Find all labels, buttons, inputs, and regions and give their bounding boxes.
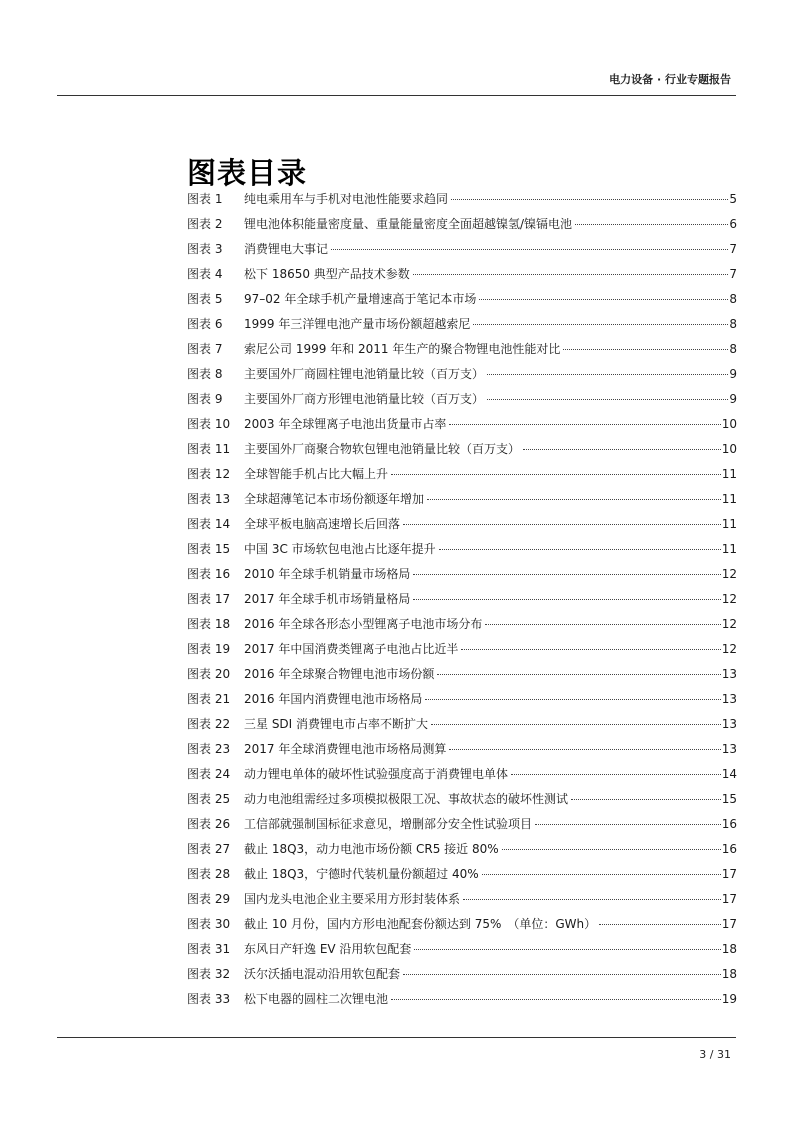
toc-entry-page: 7 — [729, 242, 737, 256]
toc-entry-label: 图表 8 — [187, 367, 223, 381]
toc-entry-title: 中国 3C 市场软包电池占比逐年提升 — [244, 542, 436, 556]
toc-entry[interactable] — [187, 537, 737, 562]
toc-entry-title: 松下电器的圆柱二次锂电池 — [244, 992, 389, 1006]
toc-entry-label: 图表 9 — [187, 392, 223, 406]
toc-entry-page: 7 — [729, 267, 737, 281]
toc-entry-title: 2016 年全球聚合物锂电池市场份额 — [244, 667, 435, 681]
page-number: 3 / 31 — [699, 1048, 731, 1061]
toc-entry-title: 东风日产轩逸 EV 沿用软包配套 — [244, 942, 412, 956]
toc-dot-leader — [482, 874, 721, 875]
toc-entry[interactable] — [187, 312, 737, 337]
toc-entry-label: 图表 22 — [187, 717, 231, 731]
toc-entry-title: 2017 年中国消费类锂离子电池占比近半 — [244, 642, 459, 656]
toc-entry-page: 10 — [721, 442, 737, 456]
toc-entry[interactable] — [187, 187, 737, 212]
toc-entry-label: 图表 28 — [187, 867, 231, 881]
toc-entry-page: 12 — [721, 567, 737, 581]
toc-dot-leader — [413, 274, 729, 275]
toc-entry-label: 图表 12 — [187, 467, 231, 481]
toc-entry-label: 图表 32 — [187, 967, 231, 981]
toc-entry[interactable] — [187, 287, 737, 312]
toc-entry-label: 图表 17 — [187, 592, 231, 606]
toc-entry-label: 图表 27 — [187, 842, 231, 856]
toc-entry-title: 三星 SDI 消费锂电市占率不断扩大 — [244, 717, 429, 731]
toc-entry-page: 19 — [721, 992, 737, 1006]
toc-dot-leader — [403, 974, 721, 975]
toc-entry[interactable] — [187, 437, 737, 462]
toc-entry-page: 6 — [729, 217, 737, 231]
toc-entry[interactable] — [187, 937, 737, 962]
toc-entry[interactable] — [187, 212, 737, 237]
toc-dot-leader — [427, 499, 721, 500]
toc-entry-page: 15 — [721, 792, 737, 806]
toc-entry-title: 锂电池体积能量密度量、重量能量密度全面超越镍氢/镍镉电池 — [244, 217, 573, 231]
toc-entry[interactable] — [187, 612, 737, 637]
toc-entry-page: 12 — [721, 617, 737, 631]
toc-entry[interactable] — [187, 262, 737, 287]
toc-dot-leader — [523, 449, 721, 450]
toc-entry-page: 13 — [721, 742, 737, 756]
toc-entry-label: 图表 25 — [187, 792, 231, 806]
toc-entry[interactable] — [187, 412, 737, 437]
toc-entry-title: 1999 年三洋锂电池产量市场份额超越索尼 — [244, 317, 471, 331]
toc-dot-leader — [575, 224, 728, 225]
toc-entry-page: 17 — [721, 892, 737, 906]
toc-dot-leader — [437, 674, 720, 675]
toc-entry-title: 全球平板电脑高速增长后回落 — [244, 517, 401, 531]
toc-entry-page: 8 — [729, 342, 737, 356]
toc-entry[interactable] — [187, 387, 737, 412]
toc-entry-label: 图表 15 — [187, 542, 231, 556]
toc-entry-title: 消费锂电大事记 — [244, 242, 329, 256]
toc-entry-page: 13 — [721, 717, 737, 731]
toc-entry[interactable] — [187, 837, 737, 862]
toc-dot-leader — [391, 999, 721, 1000]
toc-entry-label: 图表 13 — [187, 492, 231, 506]
toc-entry-page: 18 — [721, 967, 737, 981]
toc-dot-leader — [461, 649, 720, 650]
toc-entry-title: 主要国外厂商圆柱锂电池销量比较（百万支） — [244, 367, 485, 381]
toc-entry-page: 9 — [729, 367, 737, 381]
toc-entry-title: 全球超薄笔记本市场份额逐年增加 — [244, 492, 425, 506]
toc-entry-page: 8 — [729, 317, 737, 331]
toc-entry-label: 图表 19 — [187, 642, 231, 656]
toc-dot-leader — [535, 824, 721, 825]
toc-entry[interactable] — [187, 762, 737, 787]
toc-entry-page: 9 — [729, 392, 737, 406]
toc-dot-leader — [502, 849, 721, 850]
toc-entry[interactable] — [187, 237, 737, 262]
toc-dot-leader — [449, 749, 720, 750]
toc-entry[interactable] — [187, 887, 737, 912]
toc-entry-label: 图表 3 — [187, 242, 223, 256]
report-category-header: 电力设备 · 行业专题报告 — [609, 73, 731, 86]
toc-entry-label: 图表 24 — [187, 767, 231, 781]
toc-entry-page: 12 — [721, 642, 737, 656]
toc-dot-leader — [439, 549, 721, 550]
toc-entry-label: 图表 23 — [187, 742, 231, 756]
toc-dot-leader — [413, 599, 720, 600]
toc-entry-title: 松下 18650 典型产品技术参数 — [244, 267, 410, 281]
toc-entry[interactable] — [187, 687, 737, 712]
toc-entry-label: 图表 21 — [187, 692, 231, 706]
toc-entry[interactable] — [187, 637, 737, 662]
toc-entry-label: 图表 31 — [187, 942, 231, 956]
toc-entry-title: 截止 18Q3，动力电池市场份额 CR5 接近 80% — [244, 842, 499, 856]
toc-entry-page: 13 — [721, 692, 737, 706]
toc-entry-page: 12 — [721, 592, 737, 606]
toc-entry-page: 11 — [721, 517, 737, 531]
toc-entry-page: 17 — [721, 867, 737, 881]
toc-dot-leader — [487, 399, 728, 400]
toc-entry[interactable] — [187, 712, 737, 737]
toc-entry-label: 图表 5 — [187, 292, 223, 306]
toc-entry-title: 国内龙头电池企业主要采用方形封装体系 — [244, 892, 461, 906]
toc-dot-leader — [451, 199, 728, 200]
header-divider — [57, 95, 736, 96]
toc-dot-leader — [414, 949, 720, 950]
footer-divider — [57, 1037, 736, 1038]
toc-entry[interactable] — [187, 337, 737, 362]
toc-entry-label: 图表 26 — [187, 817, 231, 831]
toc-entry[interactable] — [187, 962, 737, 987]
toc-entry-title: 沃尔沃插电混动沿用软包配套 — [244, 967, 401, 981]
toc-entry[interactable] — [187, 662, 737, 687]
toc-entry-page: 10 — [721, 417, 737, 431]
toc-dot-leader — [403, 524, 721, 525]
toc-entry-label: 图表 33 — [187, 992, 231, 1006]
toc-entry-label: 图表 7 — [187, 342, 223, 356]
toc-entry[interactable] — [187, 512, 737, 537]
toc-entry-label: 图表 18 — [187, 617, 231, 631]
toc-entry-page: 13 — [721, 667, 737, 681]
toc-entry-page: 11 — [721, 492, 737, 506]
toc-entry[interactable] — [187, 462, 737, 487]
toc-entry-label: 图表 1 — [187, 192, 223, 206]
toc-entry-page: 5 — [729, 192, 737, 206]
toc-entry-label: 图表 30 — [187, 917, 231, 931]
toc-entry-title: 全球智能手机占比大幅上升 — [244, 467, 389, 481]
toc-entry-title: 截止 18Q3，宁德时代装机量份额超过 40% — [244, 867, 479, 881]
toc-dot-leader — [391, 474, 721, 475]
toc-dot-leader — [563, 349, 728, 350]
toc-entry-title: 2010 年全球手机销量市场格局 — [244, 567, 411, 581]
toc-entry-page: 16 — [721, 842, 737, 856]
page-title: 图表目录 — [187, 156, 308, 191]
toc-entry-page: 17 — [721, 917, 737, 931]
toc-dot-leader — [449, 424, 720, 425]
toc-entry-page: 18 — [721, 942, 737, 956]
toc-entry-title: 2003 年全球锂离子电池出货量市占率 — [244, 417, 447, 431]
toc-entry-title: 2016 年国内消费锂电池市场格局 — [244, 692, 423, 706]
toc-dot-leader — [425, 699, 720, 700]
toc-entry-page: 11 — [721, 542, 737, 556]
toc-entry-label: 图表 29 — [187, 892, 231, 906]
toc-entry-title: 2016 年全球各形态小型锂离子电池市场分布 — [244, 617, 483, 631]
toc-dot-leader — [473, 324, 728, 325]
toc-entry[interactable] — [187, 737, 737, 762]
toc-dot-leader — [511, 774, 721, 775]
toc-entry-title: 纯电乘用车与手机对电池性能要求趋同 — [244, 192, 449, 206]
toc-dot-leader — [599, 924, 721, 925]
toc-entry-label: 图表 14 — [187, 517, 231, 531]
toc-entry-title: 工信部就强制国标征求意见，增删部分安全性试验项目 — [244, 817, 533, 831]
toc-entry[interactable] — [187, 487, 737, 512]
toc-dot-leader — [431, 724, 721, 725]
toc-entry-page: 16 — [721, 817, 737, 831]
toc-entry-page: 11 — [721, 467, 737, 481]
toc-entry-title: 97–02 年全球手机产量增速高于笔记本市场 — [244, 292, 477, 306]
toc-dot-leader — [331, 249, 728, 250]
toc-dot-leader — [485, 624, 720, 625]
toc-dot-leader — [487, 374, 728, 375]
toc-entry-label: 图表 16 — [187, 567, 231, 581]
table-of-figures — [187, 187, 737, 1012]
toc-entry-label: 图表 10 — [187, 417, 231, 431]
toc-entry[interactable] — [187, 987, 737, 1012]
toc-entry-label: 图表 20 — [187, 667, 231, 681]
toc-entry-title: 主要国外厂商方形锂电池销量比较（百万支） — [244, 392, 485, 406]
toc-dot-leader — [463, 899, 721, 900]
toc-entry-label: 图表 2 — [187, 217, 223, 231]
toc-entry[interactable] — [187, 862, 737, 887]
toc-entry-title: 索尼公司 1999 年和 2011 年生产的聚合物锂电池性能对比 — [244, 342, 561, 356]
toc-entry[interactable] — [187, 912, 737, 937]
toc-dot-leader — [413, 574, 720, 575]
toc-entry-label: 图表 11 — [187, 442, 231, 456]
toc-entry-page: 8 — [729, 292, 737, 306]
toc-entry-title: 主要国外厂商聚合物软包锂电池销量比较（百万支） — [244, 442, 521, 456]
toc-entry-title: 2017 年全球消费锂电池市场格局测算 — [244, 742, 447, 756]
toc-entry[interactable] — [187, 812, 737, 837]
toc-entry-title: 2017 年全球手机市场销量格局 — [244, 592, 411, 606]
toc-entry[interactable] — [187, 562, 737, 587]
toc-entry-label: 图表 6 — [187, 317, 223, 331]
toc-entry-label: 图表 4 — [187, 267, 223, 281]
toc-entry[interactable] — [187, 587, 737, 612]
toc-dot-leader — [571, 799, 721, 800]
toc-entry-title: 动力锂电单体的破坏性试验强度高于消费锂电单体 — [244, 767, 509, 781]
toc-entry-title: 截止 10 月份，国内方形电池配套份额达到 75% （单位：GWh） — [244, 917, 597, 931]
toc-entry[interactable] — [187, 787, 737, 812]
toc-entry-page: 14 — [721, 767, 737, 781]
toc-dot-leader — [479, 299, 728, 300]
toc-entry-title: 动力电池组需经过多项模拟极限工况、事故状态的破坏性测试 — [244, 792, 569, 806]
toc-entry[interactable] — [187, 362, 737, 387]
